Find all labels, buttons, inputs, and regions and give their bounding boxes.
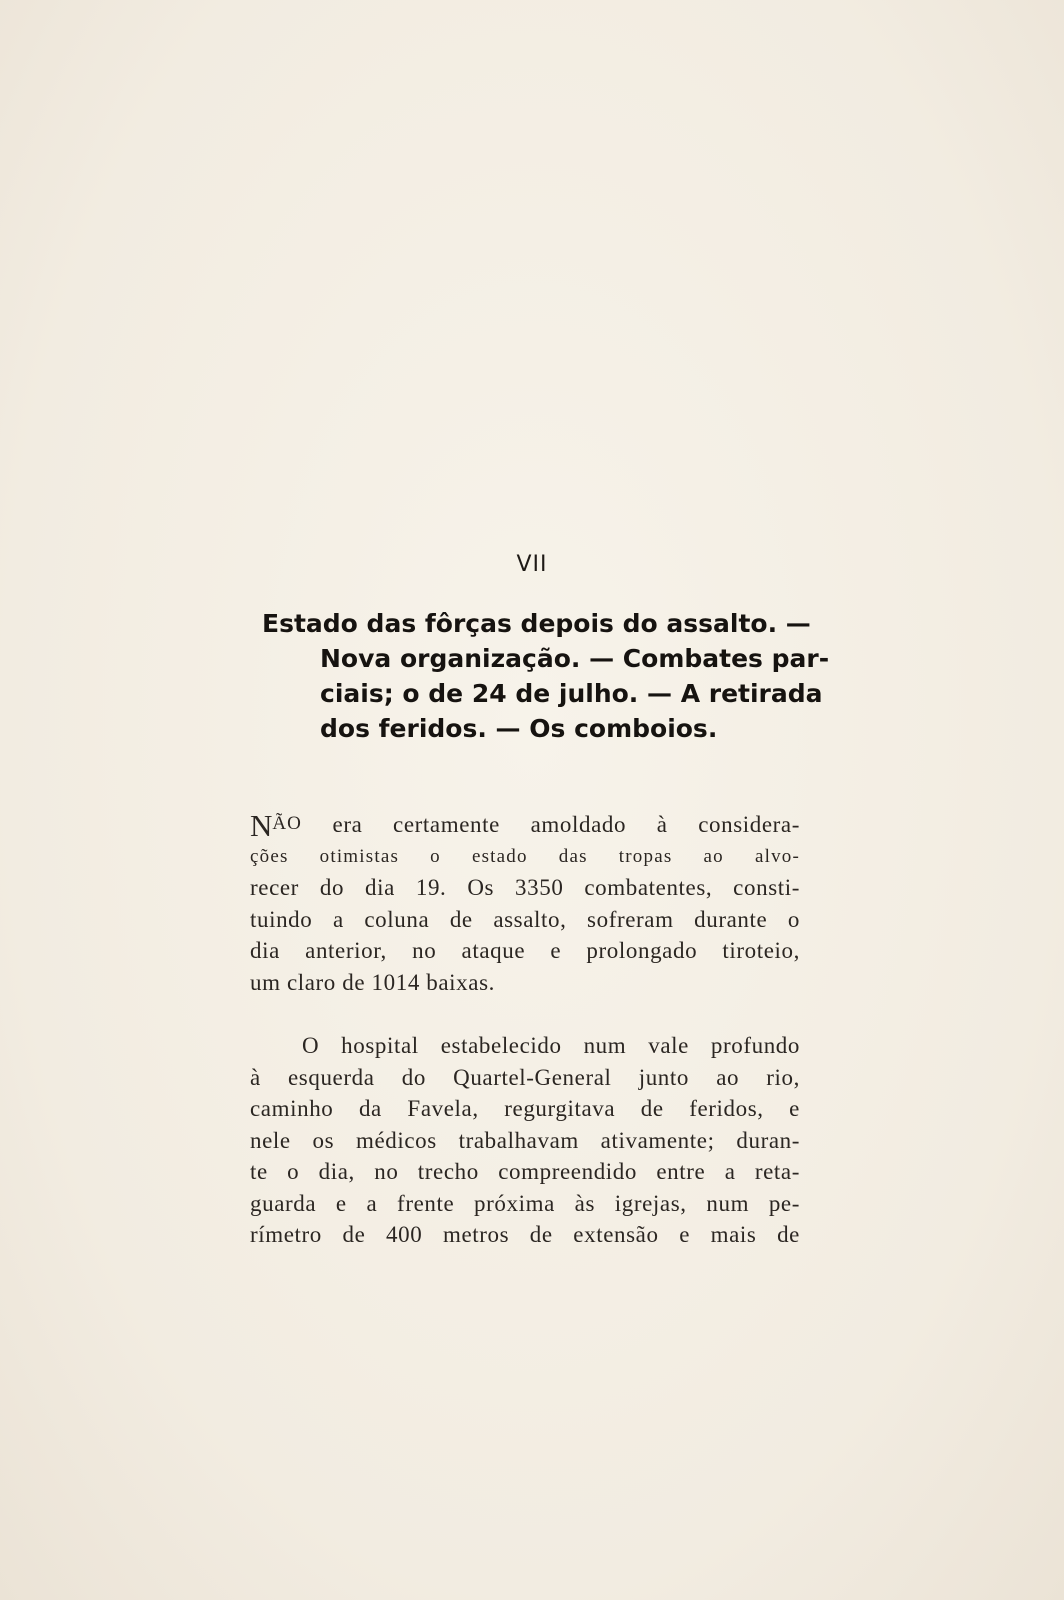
paragraph-2: [250, 1030, 800, 1251]
text-line: O hospital estabelecido num vale profundo: [302, 1033, 800, 1058]
chapter-summary: [262, 606, 830, 746]
small-caps-text: ÃO: [272, 813, 302, 834]
text-line: tuindo a coluna de assalto, sofreram durante o: [250, 906, 800, 932]
text-line: caminho da Favela, regurgitava de feridos, e: [250, 1096, 800, 1121]
text-line: nele os médicos trabalhavam ativamente; duran-: [250, 1127, 800, 1153]
summary-line: Estado das fôrças depois do assalto. —: [262, 609, 811, 638]
text-line: dia anterior, no ataque e prolongado tiroteio,: [250, 938, 800, 963]
summary-line: dos feridos. — Os comboios.: [320, 714, 718, 743]
summary-line: Nova organização. — Combates par-: [320, 644, 830, 673]
paragraph-first-line: [250, 808, 800, 841]
summary-line: ciais; o de 24 de julho. — A retirada: [320, 679, 823, 708]
text-line: guarda e a frente próxima às igrejas, num pe-: [250, 1190, 800, 1216]
text-line: um claro de 1014 baixas.: [250, 969, 495, 995]
text-line: recer do dia 19. Os 3350 combatentes, consti-: [250, 875, 800, 900]
first-line-text: era certamente amoldado à considera-: [301, 812, 800, 837]
paragraph-1: [250, 808, 800, 998]
text-line: à esquerda do Quartel-General junto ao rio,: [250, 1064, 800, 1090]
chapter-number: VII: [516, 552, 548, 577]
text-line: te o dia, no trecho compreendido entre a reta-: [250, 1159, 800, 1184]
drop-cap: N: [250, 808, 273, 843]
text-line: ções otimistas o estado das tropas ao alvo-: [250, 845, 800, 867]
text-line: rímetro de 400 metros de extensão e mais de: [250, 1222, 800, 1247]
